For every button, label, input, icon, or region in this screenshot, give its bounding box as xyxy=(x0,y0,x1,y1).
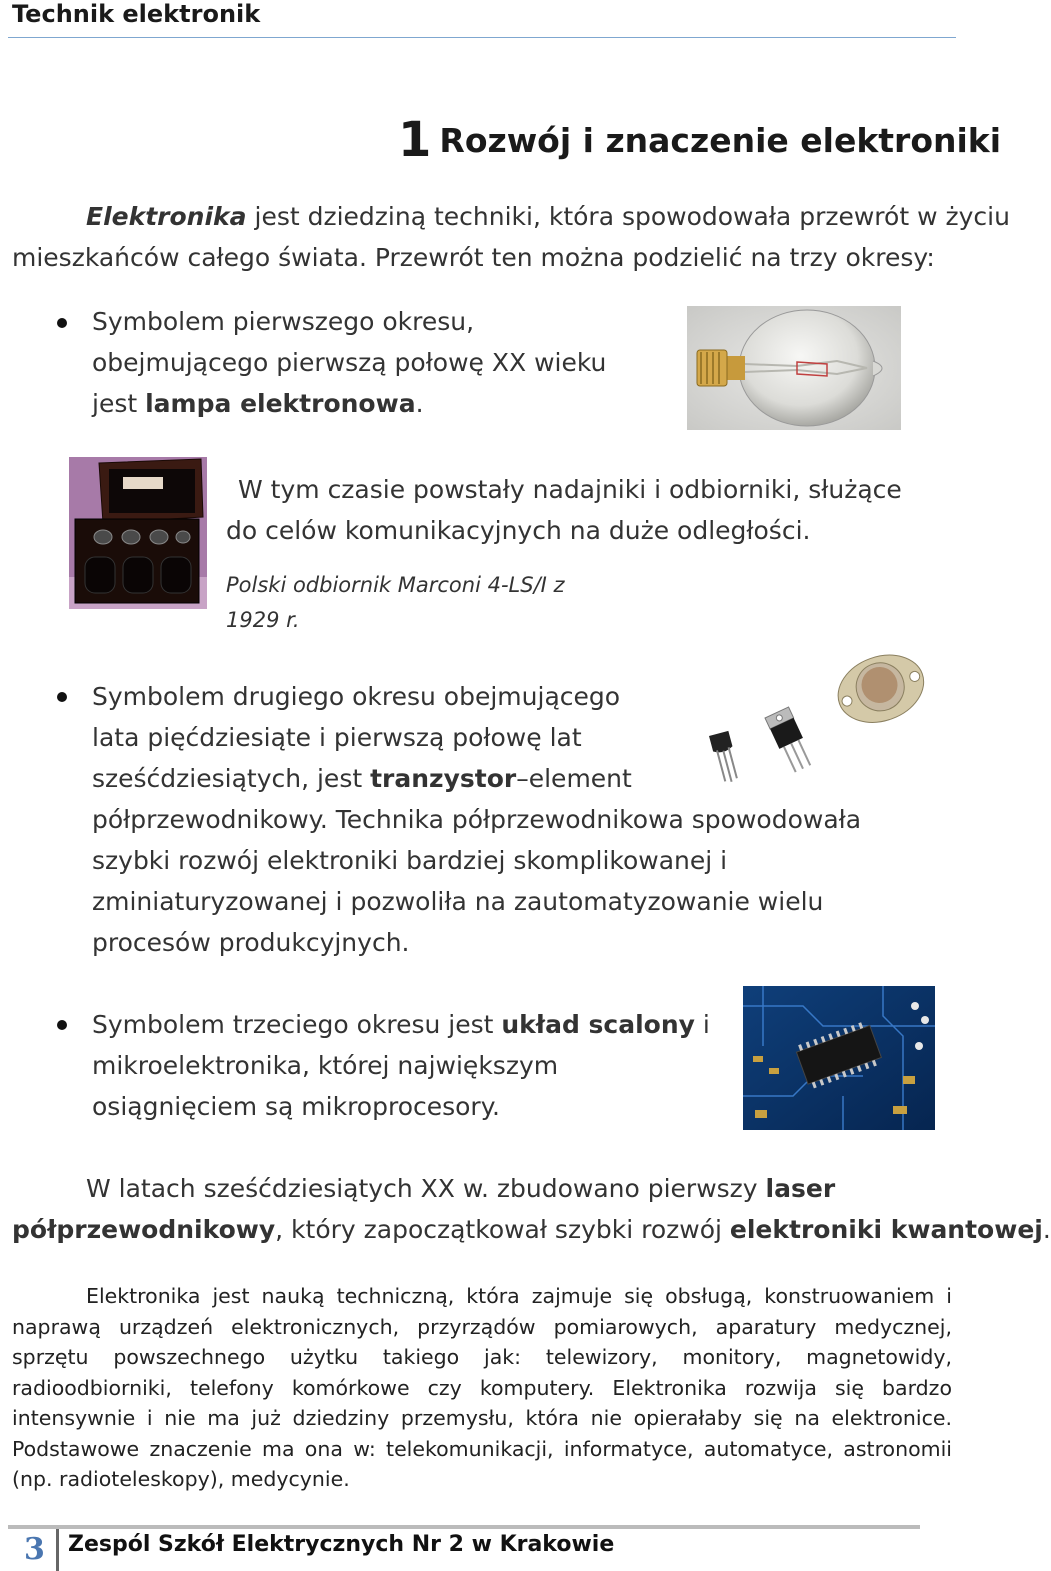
chapter-heading xyxy=(398,112,1001,168)
definition-paragraph: Elektronika jest nauką techniczną, która zajmuje się obsługą, konstruowaniem i naprawą urządzeń elektronicznych, przyrządów pomiarowych, aparatury medycznej, sprzętu powszechnego użytku takiego jak: telewizory, monitory, magnetowidy, radioodbiorniki, telefony komórkowe czy komputery. Elektronika rozwija się bardzo intensywnie i nie ma już dziedziny przemysłu, która nie opierałaby się na elektronice. Podstawowe znaczenie ma ona w: telekomunikacji, informatyce, automatyce, astronomii (np. radioteleskopy), medycynie. xyxy=(12,1284,952,1491)
laser-text-1: W latach sześćdziesiątych XX w. zbudowano pierwszy xyxy=(86,1174,766,1203)
intro-line2: mieszkańców całego świata. Przewrót ten można podzielić na trzy okresy: xyxy=(12,243,935,272)
transistors-photo xyxy=(693,646,915,796)
footer-separator xyxy=(56,1529,59,1571)
laser-text-3: . xyxy=(1042,1215,1051,1244)
period3-bold: układ scalony xyxy=(501,1010,695,1039)
period2-text: Symbolem drugiego okresu obejmującego lata pięćdziesiąte i pierwszą połowę lat sześćdziesiątych, jest xyxy=(92,682,621,793)
chapter-number: 1 xyxy=(398,112,432,168)
period3-text: Symbolem trzeciego okresu jest xyxy=(92,1010,502,1039)
period2-bold: tranzystor xyxy=(370,764,517,793)
laser-bold-2: półprzewodnikowy xyxy=(12,1215,276,1244)
laser-text-2: , który zapoczątkował szybki rozwój xyxy=(275,1215,730,1244)
intro-line1: jest dziedziną techniki, która spowodowała przewrót w życiu xyxy=(246,202,1010,231)
vacuum-tube-photo xyxy=(687,306,901,430)
laser-paragraph xyxy=(12,1168,1051,1250)
marconi-radio-photo xyxy=(69,457,207,609)
bullet-3 xyxy=(57,1020,67,1030)
period1-end: . xyxy=(415,389,424,418)
period3-text-end: i mikroelektronika, której największym osiągnięciem są mikroprocesory. xyxy=(92,1010,710,1121)
period2-text-end: –element półprzewodnikowy. Technika półprzewodnikowa spowodowała szybki rozwój elektroniki bardziej skomplikowanej i zminiaturyzowanej i pozwoliła na zautomatyzowanie wielu procesów produkcyjnych. xyxy=(92,764,862,957)
period3-paragraph xyxy=(92,1004,712,1127)
footer-divider xyxy=(8,1525,920,1529)
radio-paragraph: W tym czasie powstały nadajniki i odbiorniki, służące do celów komunikacyjnych na duże odległości. xyxy=(226,475,902,545)
page-number: 3 xyxy=(24,1532,45,1567)
intro-term: Elektronika xyxy=(86,202,247,231)
footer-school: Zespól Szkół Elektrycznych Nr 2 w Krakowie xyxy=(68,1532,615,1557)
laser-bold-1: laser xyxy=(765,1174,836,1203)
running-header: Technik elektronik xyxy=(12,0,261,28)
integrated-circuit-photo xyxy=(743,986,935,1130)
bullet-2 xyxy=(57,692,67,702)
bullet-1 xyxy=(57,318,67,328)
period1-paragraph xyxy=(92,301,652,424)
radio-caption: Polski odbiornik Marconi 4-LS/I z 1929 r. xyxy=(226,573,565,632)
chapter-title: Rozwój i znaczenie elektroniki xyxy=(439,121,1002,160)
laser-bold-3: elektroniki kwantowej xyxy=(729,1215,1043,1244)
header-divider xyxy=(8,37,956,38)
intro-paragraph xyxy=(12,196,1010,278)
period1-bold: lampa elektronowa xyxy=(145,389,416,418)
period1-text: Symbolem pierwszego okresu, obejmującego pierwszą połowę XX wieku jest xyxy=(92,307,607,418)
